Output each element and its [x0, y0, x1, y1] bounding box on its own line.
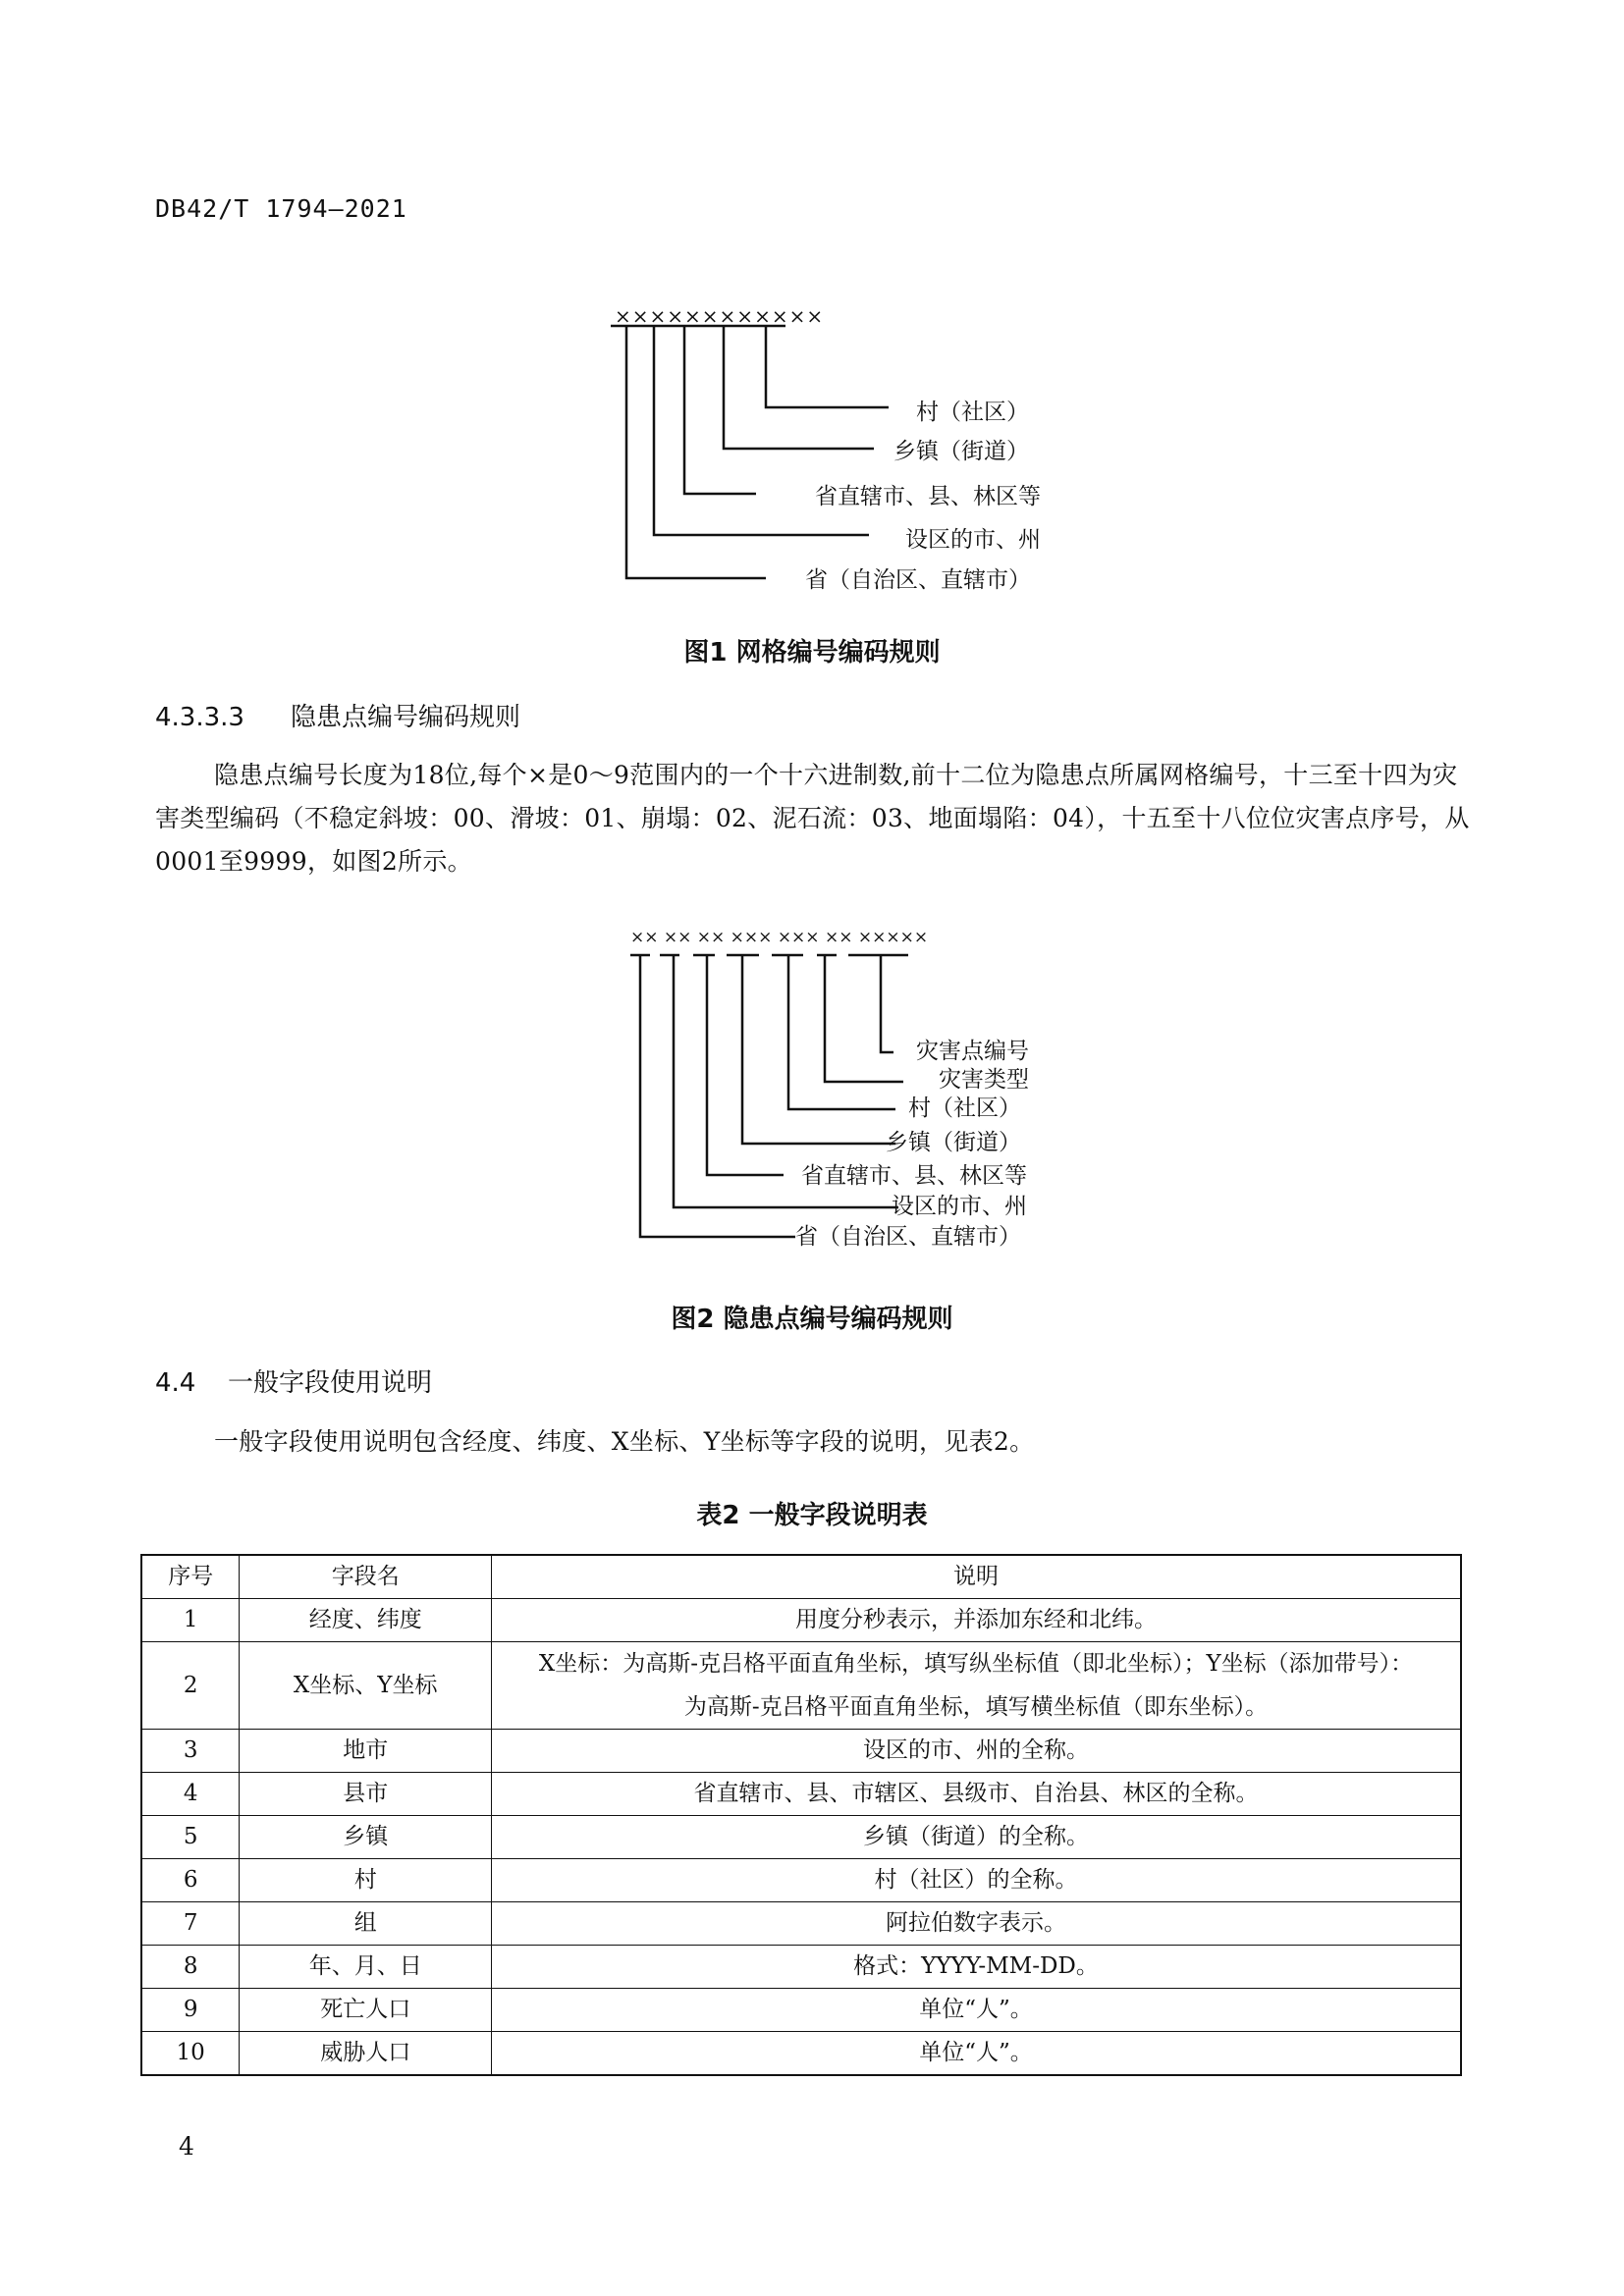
- cell-no: 2: [141, 1642, 240, 1730]
- figure2-label-point-number: 灾害点编号: [916, 1039, 1029, 1064]
- cell-desc: 单位“人”。: [492, 2032, 1461, 2076]
- figure2-label-disaster-type: 灾害类型: [939, 1067, 1029, 1093]
- figure1-code: ××××××××××××: [615, 304, 825, 328]
- cell-field: 年、月、日: [240, 1946, 492, 1989]
- cell-no: 8: [141, 1946, 240, 1989]
- table-row: [141, 1599, 1461, 1642]
- general-fields-paragraph: 一般字段使用说明包含经度、纬度、X坐标、Y坐标等字段的说明，见表2。: [214, 1427, 1035, 1456]
- table-row: [141, 1902, 1461, 1946]
- cell-field: 地市: [240, 1730, 492, 1773]
- figure1-label-city: 设区的市、州: [905, 527, 1041, 553]
- header-desc: 说明: [492, 1555, 1461, 1599]
- figure2-label-city: 设区的市、州: [892, 1194, 1027, 1219]
- cell-no: 3: [141, 1730, 240, 1773]
- figure2-caption: 图2 隐患点编号编码规则: [671, 1305, 953, 1334]
- table-row: [141, 1946, 1461, 1989]
- cell-desc: 设区的市、州的全称。: [492, 1730, 1461, 1773]
- general-fields-table: [140, 1554, 1462, 2076]
- cell-desc-line1: X坐标：为高斯-克吕格平面直角坐标，填写纵坐标值（即北坐标）；Y坐标（添加带号）：: [538, 1651, 1414, 1677]
- cell-field: X坐标、Y坐标: [240, 1642, 492, 1730]
- section-4333-heading: [155, 697, 520, 733]
- cell-field: 县市: [240, 1773, 492, 1816]
- cell-field: 组: [240, 1902, 492, 1946]
- section-44-heading: [155, 1362, 432, 1399]
- cell-desc: 省直辖市、县、市辖区、县级市、自治县、林区的全称。: [492, 1773, 1461, 1816]
- hidden-point-paragraph: 隐患点编号长度为18位,每个×是0～9范围内的一个十六进制数,前十二位为隐患点所属网格编号，十三至十四为灾害类型编码（不稳定斜坡：00、滑坡：01、崩塌：02、泥石流：03、地面塌陷：04），十五至十八位位灾害点序号，从0001至9999，如图2所示。: [155, 761, 1470, 876]
- table-row: [141, 1642, 1461, 1730]
- figure1-diagram: [0, 0, 1624, 628]
- cell-no: 1: [141, 1599, 240, 1642]
- cell-desc: 乡镇（街道）的全称。: [492, 1816, 1461, 1859]
- cell-no: 4: [141, 1773, 240, 1816]
- table-row: [141, 1816, 1461, 1859]
- figure2-label-village: 村（社区）: [908, 1095, 1021, 1121]
- cell-desc: 格式：YYYY-MM-DD。: [492, 1946, 1461, 1989]
- cell-no: 10: [141, 2032, 240, 2076]
- cell-desc: 村（社区）的全称。: [492, 1859, 1461, 1902]
- table2-caption: 表2 一般字段说明表: [696, 1501, 928, 1530]
- figure2-label-province: 省（自治区、直辖市）: [795, 1224, 1021, 1250]
- figure2-diagram: [0, 913, 1624, 1266]
- figure1-label-village: 村（社区）: [916, 400, 1029, 425]
- table-row: [141, 2032, 1461, 2076]
- header-field: 字段名: [240, 1555, 492, 1599]
- cell-field: 死亡人口: [240, 1989, 492, 2032]
- section-number: 4.3.3.3: [155, 703, 244, 732]
- figure2-code: ×× ×× ×× ××× ××× ×× ×××××: [630, 928, 929, 947]
- cell-desc: [492, 1642, 1461, 1730]
- cell-field: 乡镇: [240, 1816, 492, 1859]
- section-title: 隐患点编号编码规则: [291, 703, 521, 732]
- header-no: 序号: [141, 1555, 240, 1599]
- figure1-caption: 图1 网格编号编码规则: [683, 638, 941, 667]
- table-row: [141, 1773, 1461, 1816]
- cell-desc-line2: 为高斯-克吕格平面直角坐标，填写横坐标值（即东坐标）。: [683, 1694, 1269, 1720]
- page-number: 4: [179, 2132, 194, 2161]
- cell-desc: 阿拉伯数字表示。: [492, 1902, 1461, 1946]
- cell-no: 7: [141, 1902, 240, 1946]
- document-id-header: DB42/T 1794—2021: [155, 194, 407, 223]
- figure1-label-township: 乡镇（街道）: [893, 439, 1029, 464]
- section-number: 4.4: [155, 1368, 196, 1398]
- table-row: [141, 1730, 1461, 1773]
- figure2-label-township: 乡镇（街道）: [886, 1130, 1021, 1155]
- cell-no: 5: [141, 1816, 240, 1859]
- cell-desc: 用度分秒表示，并添加东经和北纬。: [492, 1599, 1461, 1642]
- figure1-label-county: 省直辖市、县、林区等: [815, 484, 1041, 509]
- figure1-label-province: 省（自治区、直辖市）: [805, 567, 1031, 593]
- figure2-label-county: 省直辖市、县、林区等: [801, 1163, 1027, 1189]
- cell-field: 经度、纬度: [240, 1599, 492, 1642]
- table-row: [141, 1859, 1461, 1902]
- cell-no: 9: [141, 1989, 240, 2032]
- cell-desc: 单位“人”。: [492, 1989, 1461, 2032]
- table-row: [141, 1989, 1461, 2032]
- cell-field: 威胁人口: [240, 2032, 492, 2076]
- cell-no: 6: [141, 1859, 240, 1902]
- cell-field: 村: [240, 1859, 492, 1902]
- table-header-row: [141, 1555, 1461, 1599]
- section-title: 一般字段使用说明: [228, 1368, 433, 1398]
